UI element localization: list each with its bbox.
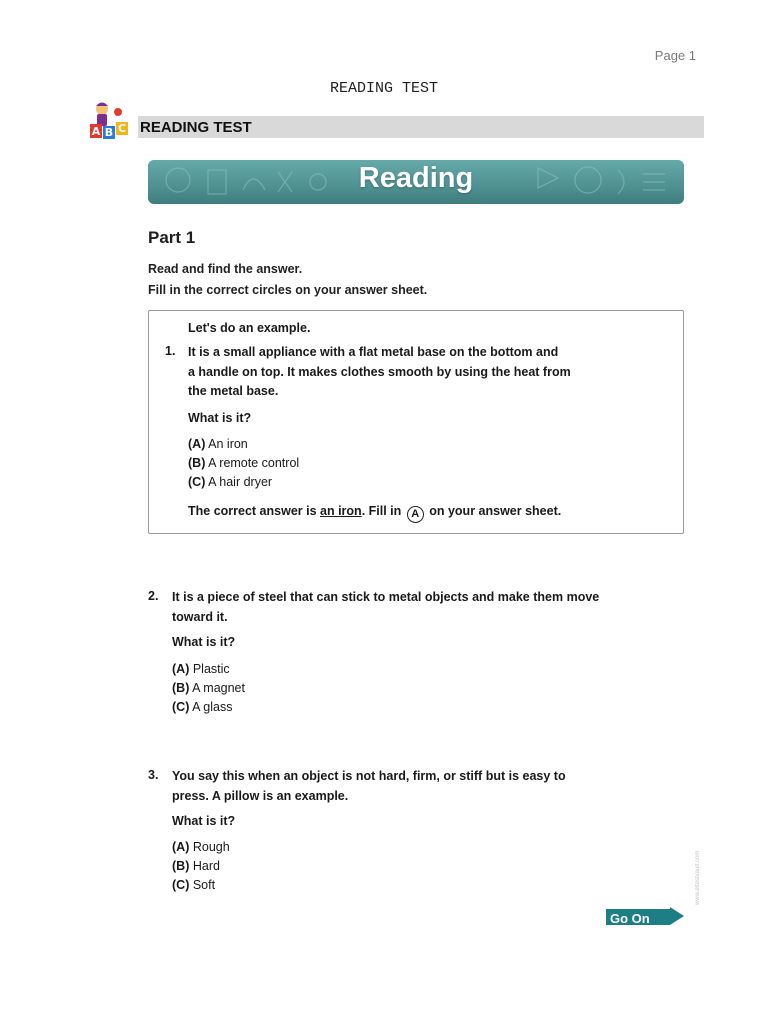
option-letter: (C) bbox=[188, 475, 206, 489]
answer-option bbox=[172, 840, 230, 854]
answer-option bbox=[172, 700, 232, 714]
option-text: A magnet bbox=[192, 681, 245, 695]
option-text: A hair dryer bbox=[208, 475, 273, 489]
option-letter: (B) bbox=[172, 681, 190, 695]
svg-text:B: B bbox=[104, 126, 114, 139]
document-title: READING TEST bbox=[329, 80, 439, 97]
instruction-line: Read and find the answer. bbox=[148, 262, 303, 276]
option-letter: (C) bbox=[172, 878, 190, 892]
option-letter: (A) bbox=[172, 662, 190, 676]
svg-text:C: C bbox=[117, 122, 127, 135]
option-letter: (A) bbox=[188, 437, 206, 451]
option-letter: (A) bbox=[172, 840, 190, 854]
answer-suffix: on your answer sheet. bbox=[425, 504, 562, 518]
option-letter: (B) bbox=[172, 859, 190, 873]
correct-answer-line bbox=[188, 504, 561, 523]
go-on-label: Go On bbox=[610, 911, 650, 925]
question-text-line: You say this when an object is not hard, firm, or stiff but is easy to bbox=[172, 769, 566, 783]
option-text: Plastic bbox=[192, 662, 230, 676]
answer-option bbox=[172, 878, 215, 892]
answer-option bbox=[172, 681, 245, 695]
question-number: 3. bbox=[148, 768, 159, 782]
question-text-line: press. A pillow is an example. bbox=[172, 788, 349, 803]
question-text bbox=[188, 343, 668, 402]
section-header-bar bbox=[138, 116, 704, 138]
svg-text:A: A bbox=[91, 125, 101, 138]
question-number: 2. bbox=[148, 589, 159, 603]
question-text-line: It is a piece of steel that can stick to metal objects and make them move bbox=[172, 590, 600, 604]
go-on-button[interactable] bbox=[606, 907, 684, 925]
section-header-title: READING TEST bbox=[140, 119, 252, 136]
page-number: Page 1 bbox=[654, 48, 696, 63]
part-heading: Part 1 bbox=[148, 228, 196, 247]
instruction-line: Fill in the correct circles on your answer sheet. bbox=[148, 283, 428, 297]
option-text: A remote control bbox=[208, 456, 300, 470]
option-letter: (C) bbox=[172, 700, 190, 714]
example-box bbox=[148, 310, 684, 534]
question-text-line: toward it. bbox=[172, 609, 228, 624]
answer-option bbox=[188, 456, 299, 470]
option-text: A glass bbox=[192, 700, 233, 714]
question-text-line: It is a small appliance with a flat metal base on the bottom and bbox=[188, 345, 559, 359]
example-intro: Let's do an example. bbox=[188, 321, 311, 335]
answer-prefix: The correct answer is bbox=[188, 504, 321, 518]
question-prompt: What is it? bbox=[188, 411, 252, 425]
answer-option bbox=[188, 475, 272, 489]
reading-banner bbox=[148, 160, 684, 204]
option-text: Rough bbox=[192, 840, 230, 854]
circled-letter: A bbox=[407, 506, 424, 523]
question-text-line: the metal base. bbox=[188, 384, 279, 398]
abc-kids-icon bbox=[88, 100, 132, 144]
question-text-line: a handle on top. It makes clothes smooth by using the heat from bbox=[188, 364, 571, 379]
option-text: Soft bbox=[192, 878, 216, 892]
answer-word: an iron bbox=[320, 504, 362, 518]
question-prompt: What is it? bbox=[172, 814, 236, 828]
option-text: An iron bbox=[208, 437, 248, 451]
question-prompt: What is it? bbox=[172, 635, 236, 649]
question-text bbox=[172, 588, 692, 627]
side-watermark: www.eltestvault.com bbox=[695, 850, 701, 905]
answer-option bbox=[172, 859, 220, 873]
banner-title: Reading bbox=[358, 162, 474, 194]
question-number: 1. bbox=[165, 344, 176, 358]
option-letter: (B) bbox=[188, 456, 206, 470]
question-text bbox=[172, 767, 692, 806]
answer-option bbox=[188, 437, 248, 451]
option-text: Hard bbox=[192, 859, 220, 873]
answer-mid: . Fill in bbox=[361, 504, 405, 518]
answer-option bbox=[172, 662, 230, 676]
